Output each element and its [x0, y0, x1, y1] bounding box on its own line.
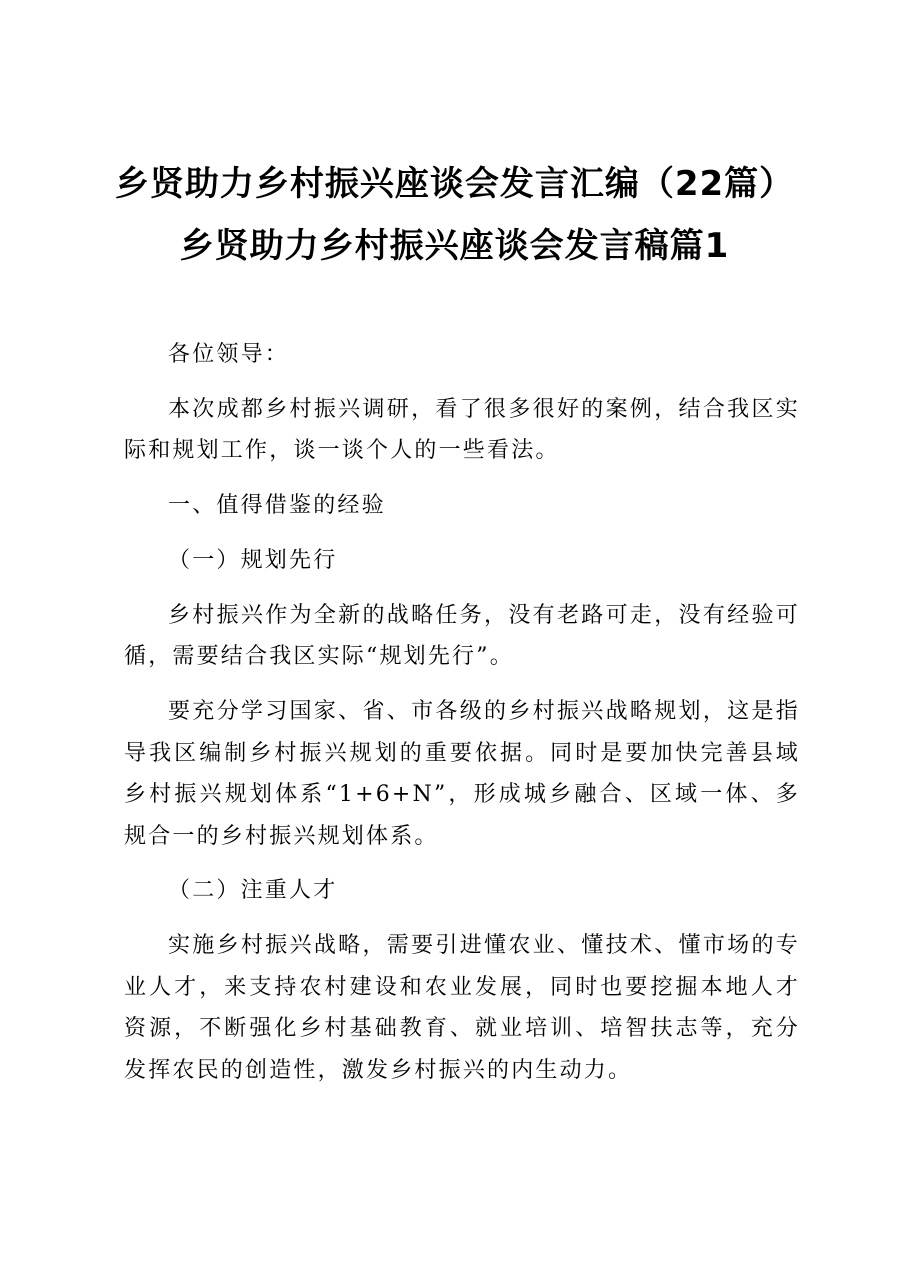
- subsection-heading: （一）规划先行: [168, 548, 338, 574]
- body-paragraph: 要充分学习国家、省、市各级的乡村振兴战略规划，这是指导我区编制乡村振兴规划的重要依据。同时是要加快完善县域乡村振兴规划体系“1+6+N”，形成城乡融合、区域一体、多规合一的乡村振兴规划体系。: [124, 699, 800, 849]
- document-title: 乡贤助力乡村振兴座谈会发言汇编（22篇）: [114, 164, 795, 204]
- body-paragraph: 乡村振兴作为全新的战略任务，没有老路可走，没有经验可循，需要结合我区实际“规划先行”。: [124, 603, 800, 670]
- section-heading: 一、值得借鉴的经验: [168, 493, 386, 519]
- body-paragraph: 实施乡村振兴战略，需要引进懂农业、懂技术、懂市场的专业人才，来支持农村建设和农业发展，同时也要挖掘本地人才资源，不断强化乡村基础教育、就业培训、培智扶志等，充分发挥农民的创造性，激发乡村振兴的内生动力。: [124, 933, 800, 1083]
- document-subtitle: 乡贤助力乡村振兴座谈会发言稿篇1: [179, 226, 730, 266]
- document-body: [124, 334, 800, 1105]
- subsection-heading: （二）注重人才: [168, 878, 338, 904]
- salutation-paragraph: 各位领导：: [168, 342, 290, 367]
- intro-paragraph: 本次成都乡村振兴调研，看了很多很好的案例，结合我区实际和规划工作，谈一谈个人的一些看法。: [124, 396, 800, 464]
